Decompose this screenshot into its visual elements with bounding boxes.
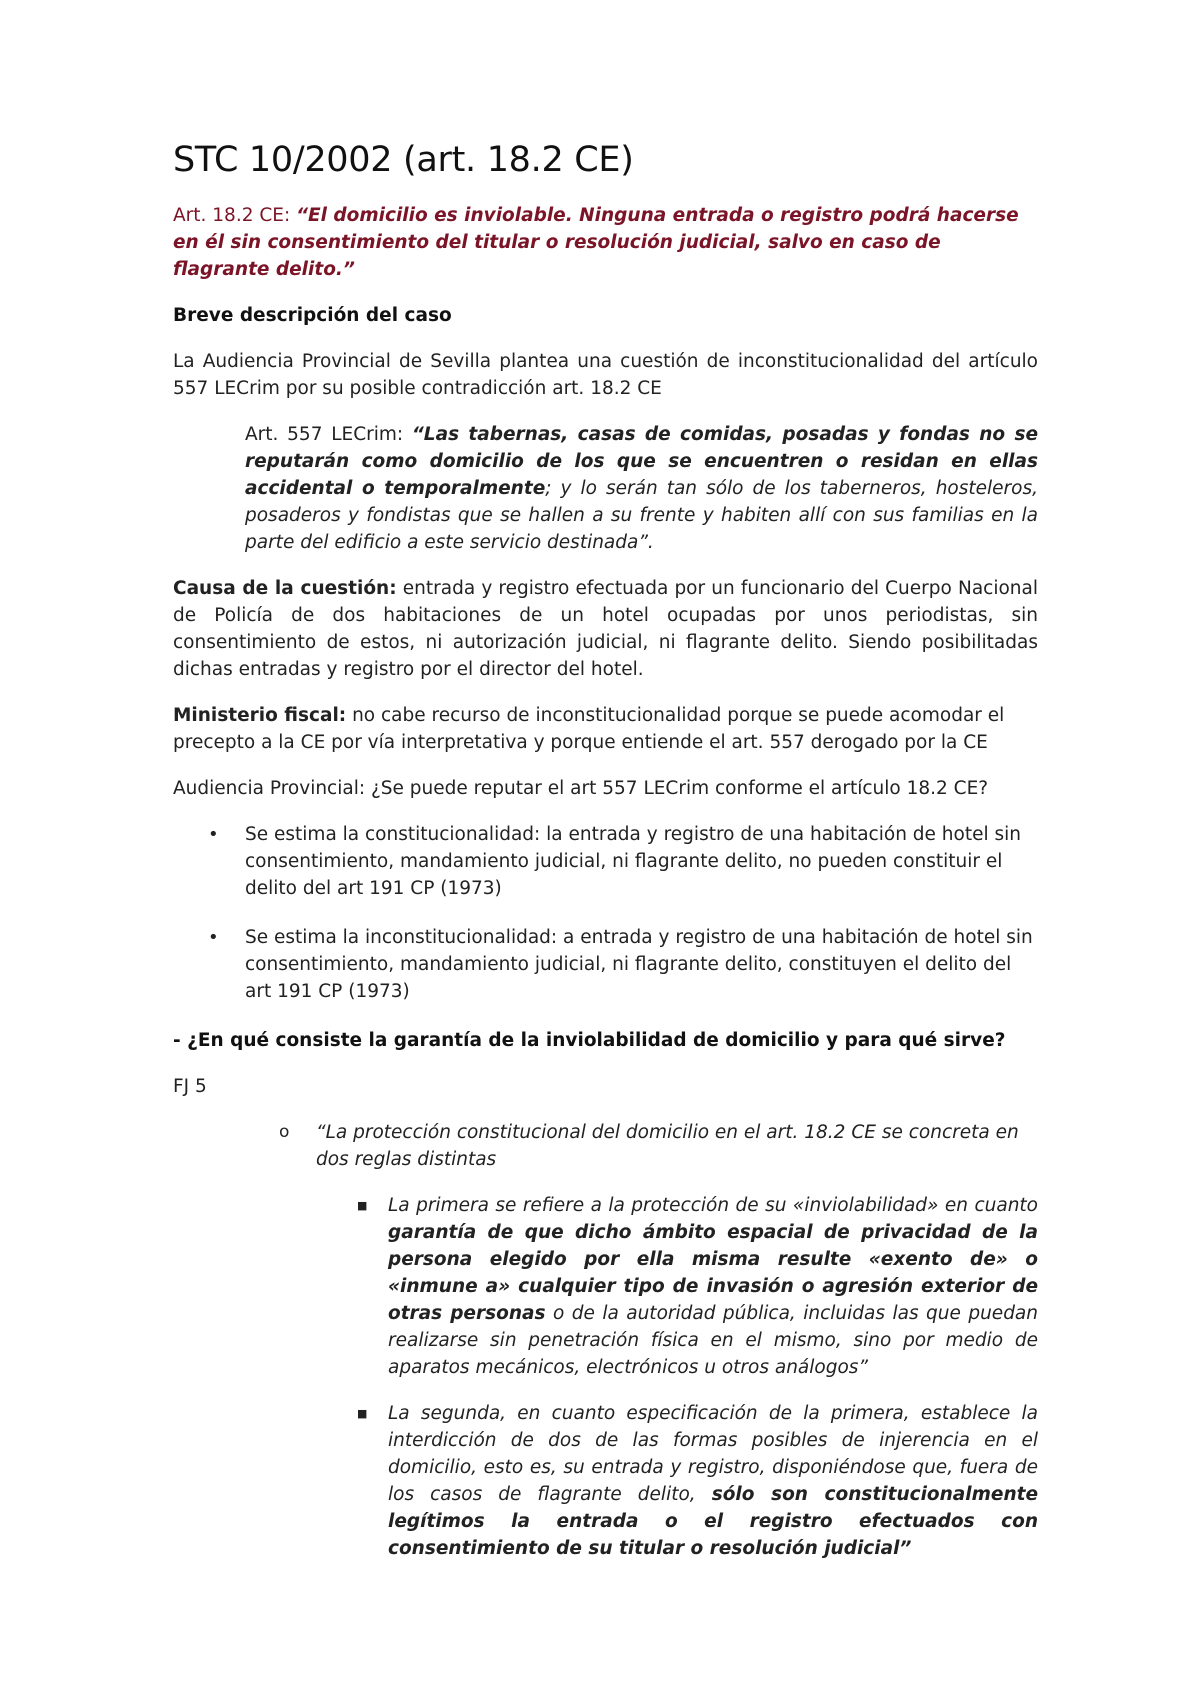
ministerio-text: no cabe recurso de inconstitucionalidad porque se puede acomodar el precepto a la CE por vía interpretativa y porque entiende el art. 557 derogado por la CE xyxy=(173,705,1005,753)
list-item: • Se estima la inconstitucionalidad: a entrada y registro de una habitación de hotel sin consentimiento, mandamiento judicial, ni flagrante delito, constituyen el delito del art 191 CP (1973) xyxy=(173,924,1038,1005)
document-page xyxy=(173,140,1038,1562)
list-item xyxy=(173,1119,1038,1173)
list-item: ■ La segunda, en cuanto especificación de la primera, establece la interdicción de dos de las formas posibles de injerencia en el domicilio, esto es, su entrada y registro, disponiéndose que, fuera de los casos de flagrante delito, sólo son constitucionalmente legítimos la entrada o el registro efectuados con consentimiento de su titular o resolución judicial” xyxy=(173,1400,1038,1562)
causa-text: entrada y registro efectuada por un funcionario del Cuerpo Nacional de Policía de dos habitaciones de un hotel ocupadas por unos periodistas, sin consentimiento de estos, ni autorización judicial, ni flagrante delito. Siendo posibilitadas dichas entradas y registro por el director del hotel. xyxy=(173,578,1038,680)
art-18-2-paragraph xyxy=(173,202,1038,283)
fj-label: FJ 5 xyxy=(173,1076,207,1097)
square-bullet-icon: ■ xyxy=(357,1407,368,1420)
causa-paragraph xyxy=(173,575,1038,683)
lecrim-rest: ; y lo serán tan sólo de los taberneros, hosteleros, posaderos y fondistas que se hallen a su frente y habiten allí con sus familias en la parte del edificio a este servicio destinada”. xyxy=(245,478,1038,553)
o-item-text: “La protección constitucional del domicilio en el art. 18.2 CE se concreta en dos reglas distintas xyxy=(316,1122,1019,1170)
bullet-icon: • xyxy=(208,824,219,845)
lecrim-prefix: Art. 557 LECrim: xyxy=(245,424,412,445)
question-heading: - ¿En qué consiste la garantía de la inviolabilidad de domicilio y para qué sirve? xyxy=(173,1030,1006,1051)
bullet-list xyxy=(173,821,1038,1005)
audiencia-paragraph: Audiencia Provincial: ¿Se puede reputar el art 557 LECrim conforme el artículo 18.2 CE? xyxy=(173,778,989,799)
causa-label: Causa de la cuestión: xyxy=(173,578,397,599)
lecrim-bold: “Las tabernas, casas de comidas, posadas y fondas no se reputarán como domicilio de los que se encuentren o residan en ellas accidental o temporalmente xyxy=(245,424,1038,499)
breve-heading: Breve descripción del caso xyxy=(173,305,452,326)
circle-bullet-icon: o xyxy=(279,1122,290,1142)
art-18-2-quote: “El domicilio es inviolable. Ninguna entrada o registro podrá hacerse en él sin consentimiento del titular o resolución judicial, salvo en caso de flagrante delito.” xyxy=(173,205,1019,280)
list-item: • Se estima la constitucionalidad: la entrada y registro de una habitación de hotel sin consentimiento, mandamiento judicial, ni flagrante delito, no pueden constituir el delito del art 191 CP (1973) xyxy=(173,821,1038,902)
bullet-icon: • xyxy=(208,927,219,948)
breve-text: La Audiencia Provincial de Sevilla plantea una cuestión de inconstitucionalidad del artículo 557 LECrim por su posible contradicción art. 18.2 CE xyxy=(173,351,1038,399)
lecrim-quote xyxy=(245,421,1038,556)
list-item: ■ La primera se refiere a la protección de su «inviolabilidad» en cuanto garantía de que dicho ámbito espacial de privacidad de la persona elegido por ella misma resulte «exento de» o «inmune a» cualquier tipo de invasión o agresión exterior de otras personas o de la autoridad pública, incluidas las que puedan realizarse sin penetración física en el mismo, sino por medio de aparatos mecánicos, electrónicos u otros análogos” xyxy=(173,1192,1038,1381)
art-18-2-prefix: Art. 18.2 CE: xyxy=(173,205,297,226)
square-bullet-icon: ■ xyxy=(357,1199,368,1212)
ministerio-label: Ministerio fiscal: xyxy=(173,705,347,726)
page-title: STC 10/2002 (art. 18.2 CE) xyxy=(173,140,634,180)
ministerio-paragraph xyxy=(173,702,1038,756)
